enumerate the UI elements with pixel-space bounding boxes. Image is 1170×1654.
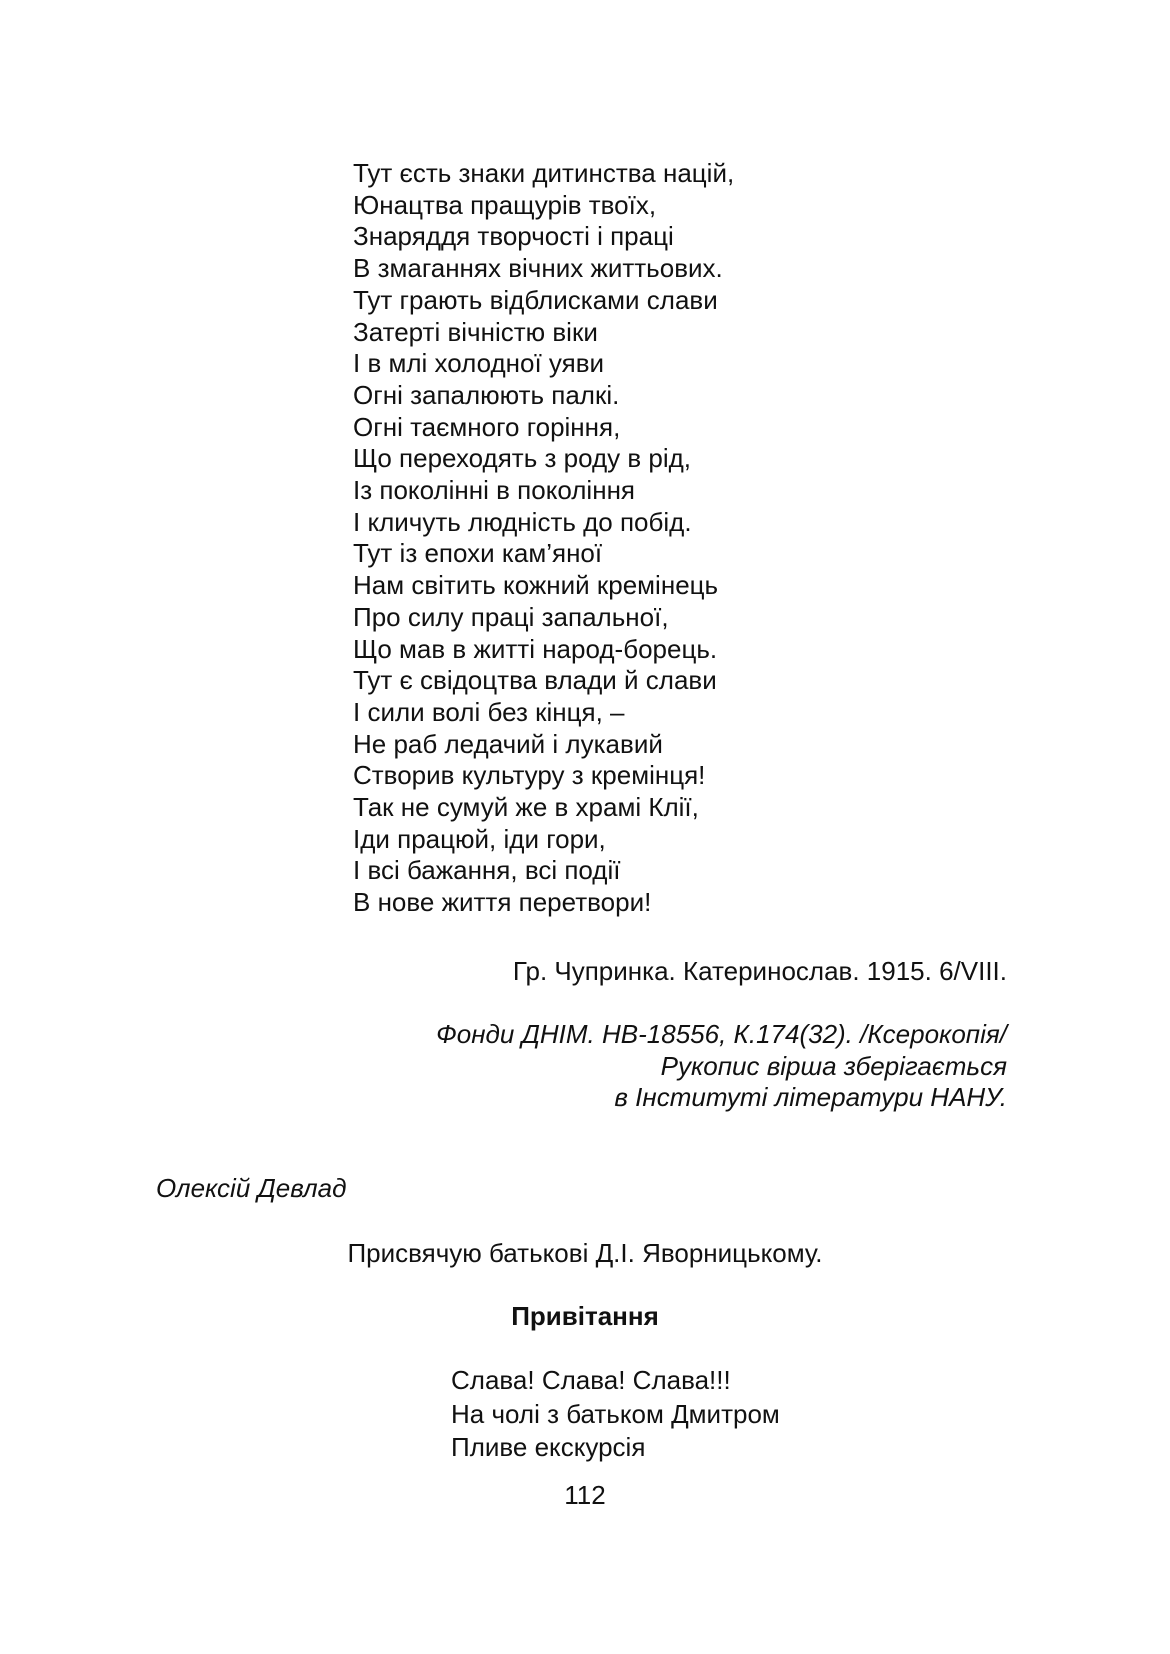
source-line: в Інституті літератури НАНУ. bbox=[614, 1082, 1007, 1112]
dedication: Присвячую батькові Д.І. Яворницькому. bbox=[347, 1238, 823, 1268]
poem-line: Юнацтва пращурів твоїх, bbox=[353, 189, 657, 220]
source-note bbox=[436, 1019, 1007, 1114]
poem-line: І сили волі без кінця, – bbox=[353, 696, 625, 727]
poem-line: Огні таємного горіння, bbox=[353, 411, 621, 442]
poem-line: Не раб ледачий і лукавий bbox=[353, 728, 663, 759]
poem-title: Привітання bbox=[511, 1301, 659, 1331]
poem-line: Тут єсть знаки дитинства націй, bbox=[353, 158, 735, 188]
source-line: Рукопис вірша зберігається bbox=[660, 1050, 1007, 1081]
source-line: Фонди ДНІМ. НВ-18556, К.174(32). /Ксерокопія/ bbox=[436, 1019, 1007, 1049]
poem-line: І кличуть людність до побід. bbox=[353, 506, 692, 537]
poem-line: Слава! Слава! Слава!!! bbox=[451, 1365, 731, 1395]
poem-line: Із поколінні в покоління bbox=[353, 475, 636, 506]
poem2-stanza bbox=[451, 1364, 780, 1465]
page-number: 112 bbox=[564, 1480, 606, 1510]
poem-line: Створив культуру з кремінця! bbox=[353, 760, 706, 791]
poem-stanza bbox=[353, 158, 734, 919]
poem-line: І всі бажання, всі події bbox=[353, 855, 621, 886]
poem-line: І в млі холодної уяви bbox=[353, 348, 605, 379]
poem-line: Що переходять з роду в рід, bbox=[353, 443, 692, 474]
poem-line: Іди працюй, іди гори, bbox=[353, 823, 606, 854]
poem-line: Тут грають відблисками слави bbox=[353, 284, 718, 315]
poem-line: Пливе екскурсія bbox=[451, 1432, 646, 1462]
poem-line: На чолі з батьком Дмитром bbox=[451, 1398, 780, 1429]
poem-line: Затерті вічністю віки bbox=[353, 316, 598, 347]
poem-signature: Гр. Чупринка. Катеринослав. 1915. 6/VIII. bbox=[512, 956, 1007, 986]
poem-line: Огні запалюють палкі. bbox=[353, 379, 620, 410]
poem-line: Що мав в житті народ-борець. bbox=[353, 633, 718, 664]
author-name: Олексій Девлад bbox=[156, 1173, 347, 1203]
poem-line: В нове життя перетвори! bbox=[353, 887, 652, 918]
poem-line: Про силу праці запальної, bbox=[353, 601, 669, 632]
poem-line: Так не сумуй же в храмі Клії, bbox=[353, 792, 699, 823]
poem-line: Тут із епохи кам’яної bbox=[353, 538, 603, 569]
poem-line: Тут є свідоцтва влади й слави bbox=[353, 665, 717, 696]
poem-line: Знаряддя творчості і праці bbox=[353, 221, 674, 252]
poem-line: В змаганнях вічних життьових. bbox=[353, 253, 723, 284]
poem-line: Нам світить кожний кремінець bbox=[353, 570, 719, 601]
